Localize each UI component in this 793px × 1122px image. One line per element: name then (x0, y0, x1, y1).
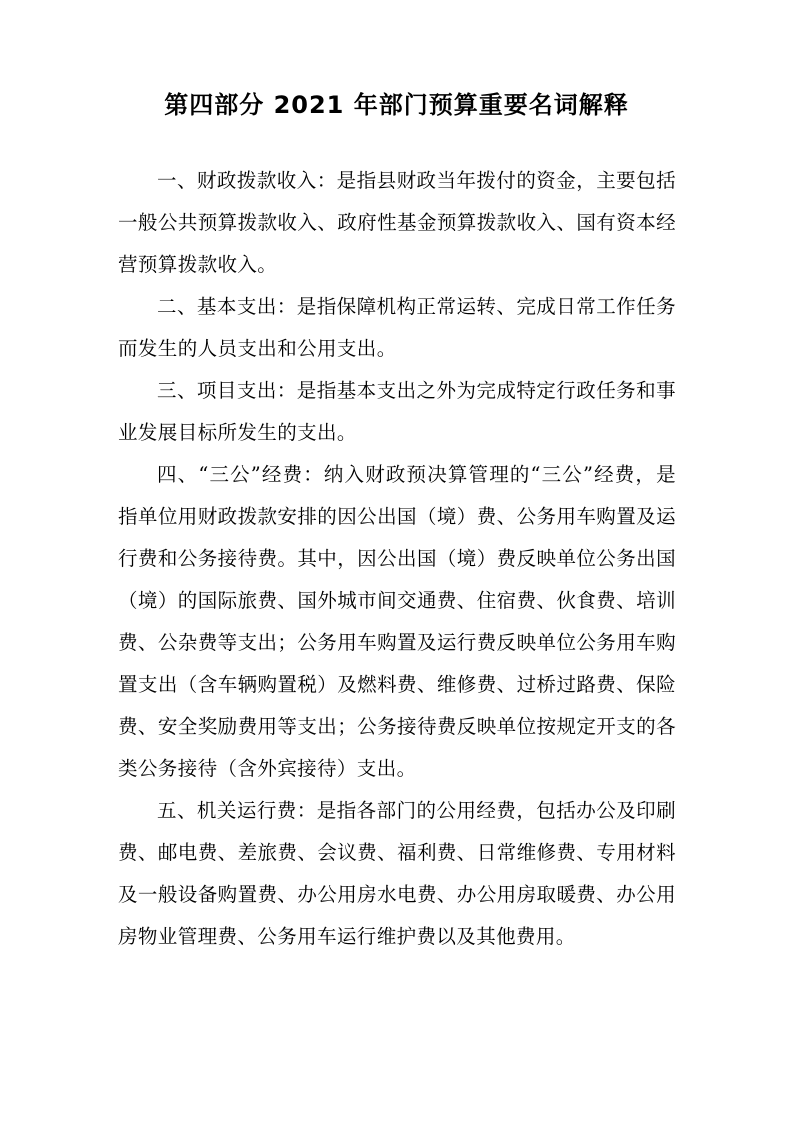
page-title: 第四部分 2021 年部门预算重要名词解释 (164, 91, 629, 119)
paragraph-project-expenditure: 三、项目支出：是指基本支出之外为完成特定行政任务和事业发展目标所发生的支出。 (118, 379, 676, 444)
paragraph-basic-expenditure: 二、基本支出：是指保障机构正常运转、完成日常工作任务而发生的人员支出和公用支出。 (118, 295, 676, 360)
paragraph-financial-allocation-income: 一、财政拨款收入：是指县财政当年拨付的资金，主要包括一般公共预算拨款收入、政府性基金预算拨款收入、国有资本经营预算拨款收入。 (118, 169, 676, 276)
paragraph-agency-operating-expenses: 五、机关运行费：是指各部门的公用经费，包括办公及印刷费、邮电费、差旅费、会议费、福利费、日常维修费、专用材料及一般设备购置费、办公用房水电费、办公用房取暖费、办公用房物业管理费、公务用车运行维护费以及其他费用。 (118, 799, 676, 948)
document-body (118, 160, 676, 958)
paragraph-three-public-funds: 四、“三公”经费：纳入财政预决算管理的“三公”经费，是指单位用财政拨款安排的因公出国（境）费、公务用车购置及运行费和公务接待费。其中，因公出国（境）费反映单位公务出国（境）的国际旅费、国外城市间交通费、住宿费、伙食费、培训费、公杂费等支出；公务用车购置及运行费反映单位公务用车购置支出（含车辆购置税）及燃料费、维修费、过桥过路费、保险费、安全奖励费用等支出；公务接待费反映单位按规定开支的各类公务接待（含外宾接待）支出。 (118, 463, 676, 780)
